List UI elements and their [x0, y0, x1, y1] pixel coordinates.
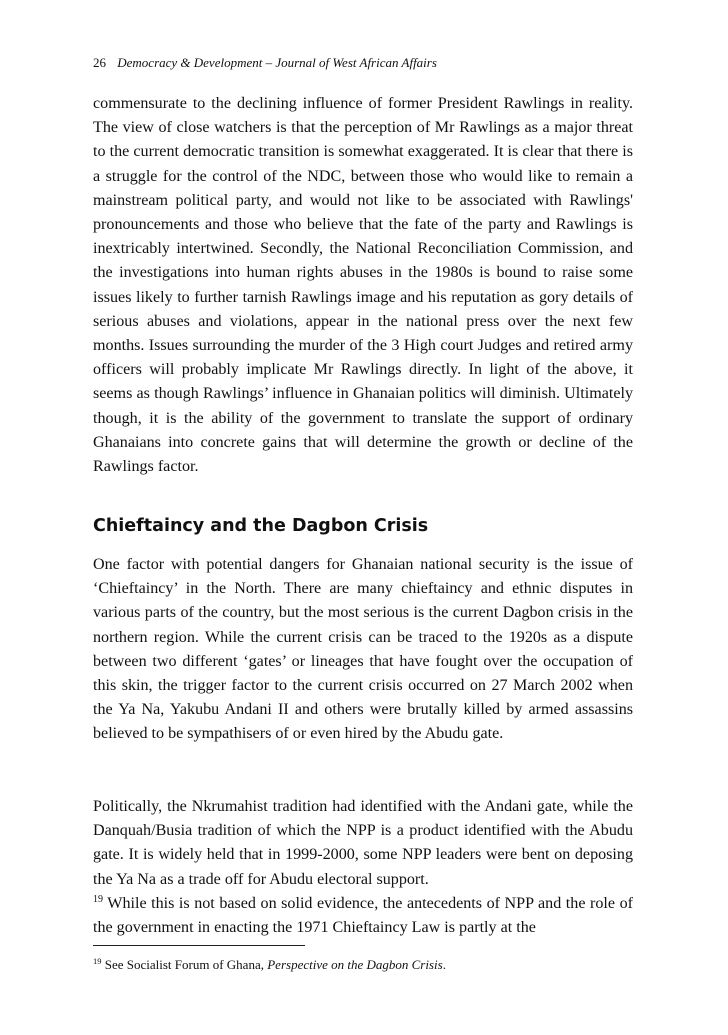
footnote-end: .: [442, 957, 446, 972]
page-number: 26: [93, 55, 106, 70]
section-heading: Chieftaincy and the Dagbon Crisis: [93, 516, 429, 536]
running-header: [93, 55, 437, 71]
paragraph-text-part-2: While this is not based on solid evidence, the antecedents of NPP and the role of the government in enacting the 1971 Chieftaincy Law is partly at the: [93, 894, 633, 937]
footnote-reference[interactable]: 19: [93, 893, 103, 905]
paragraph-rawlings-factor: commensurate to the declining influence of former President Rawlings in reality. The view of close watchers is that the perception of Mr Rawlings as a major threat to the current democratic transition is somewhat exaggerated. It is clear that there is a struggle for the control of the NDC, between those who would like to remain a mainstream political party, and would not like to be associated with Rawlings' pronouncements and those who believe that the fate of the party and Rawlings is inextricably intertwined. Secondly, the National Reconciliation Commission, and the investigations into human rights abuses in the 1980s is bound to raise some issues likely to further tarnish Rawlings image and his reputation as gory details of serious abuses and violations, appear in the national press over the next few months. Issues surrounding the murder of the 3 High court Judges and retired army officers will probably implicate Mr Rawlings directly. In light of the above, it seems as though Rawlings’ influence in Ghanaian politics will diminish. Ultimately though, it is the ability of the government to translate the support of ordinary Ghanaians into concrete gains that will determine the growth or decline of the Rawlings factor.: [93, 95, 633, 476]
paragraph-political-traditions: [93, 795, 633, 940]
footnote-number: 19: [93, 956, 102, 966]
footnote-divider: [93, 945, 305, 946]
paragraph-chieftaincy: One factor with potential dangers for Ghanaian national security is the issue of ‘Chieftaincy’ in the North. There are many chieftaincy and ethnic disputes in various parts of the country, but the most serious is the current Dagbon crisis in the northern region. While the current crisis can be traced to the 1920s as a dispute between two different ‘gates’ or lineages that have fought over the occupation of this skin, the trigger factor to the current crisis occurred on 27 March 2002 when the Ya Na, Yakubu Andani II and others were brutally killed by armed assassins believed to be sympathisers of or even hired by the Abudu gate.: [93, 556, 633, 743]
footnote: [93, 957, 446, 973]
footnote-text: See Socialist Forum of Ghana,: [101, 957, 268, 972]
journal-title: Democracy & Development – Journal of West African Affairs: [117, 55, 437, 70]
paragraph-text-part-1: Politically, the Nkrumahist tradition had identified with the Andani gate, while the Danquah/Busia tradition of which the NPP is a product identified with the Abudu gate. It is widely held that in 1999-2000, some NPP leaders were bent on deposing the Ya Na as a trade off for Abudu electoral support.: [93, 798, 633, 888]
footnote-title: Perspective on the Dagbon Crisis: [267, 957, 443, 972]
